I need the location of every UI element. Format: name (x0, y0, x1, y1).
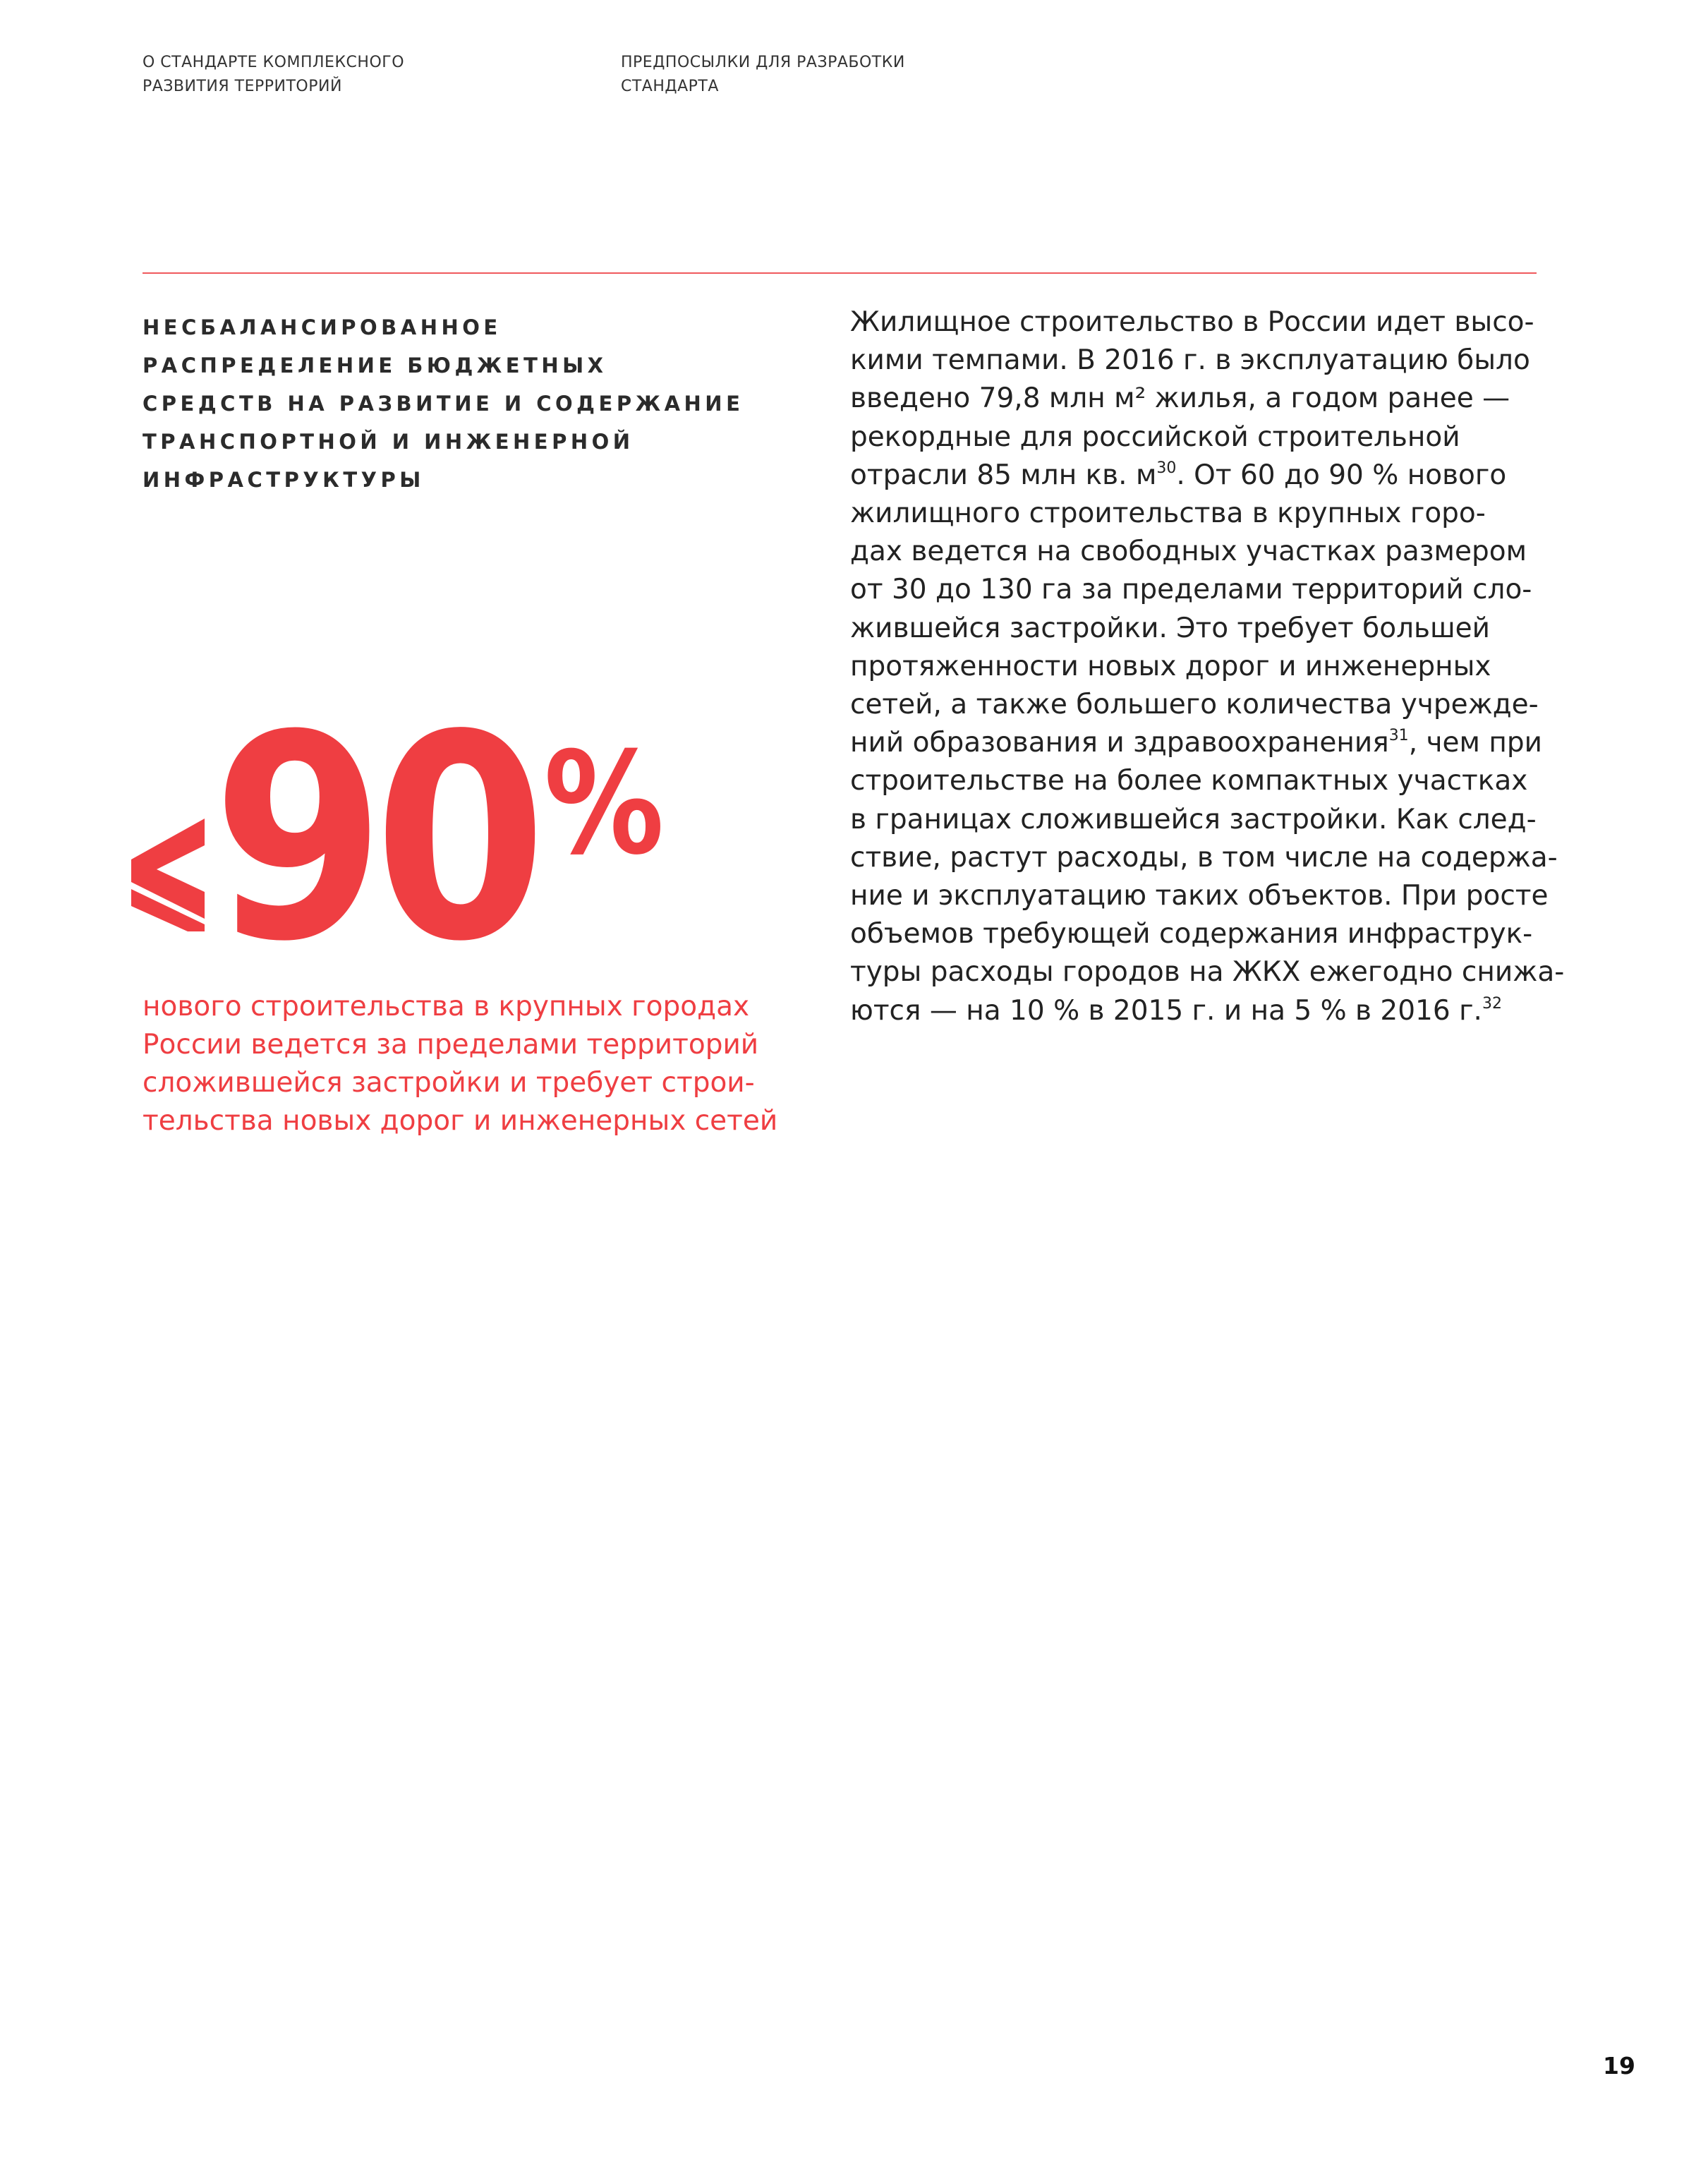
body-line: кими темпами. В 2016 г. в эксплуатацию было (850, 344, 1530, 377)
body-line-text: . От 60 до 90 % нового (1176, 459, 1507, 491)
footnote-ref-31: 31 (1388, 727, 1409, 745)
body-line: протяженности новых дорог и инженерных (850, 650, 1491, 682)
body-line: сетей, а также большего количества учрежде- (850, 689, 1539, 721)
body-line-text: ний образования и здравоохранения (850, 727, 1389, 759)
stat-highlight (131, 675, 731, 1003)
stat-percent-sign: % (544, 722, 665, 886)
section-heading-line-4: ТРАНСПОРТНОЙ И ИНЖЕНЕРНОЙ (143, 430, 634, 454)
body-line: ние и эксплуатацию таких объектов. При росте (850, 880, 1549, 912)
body-line: туры расходы городов на ЖКХ ежегодно снижа- (850, 956, 1565, 989)
running-header-left-line-1: О СТАНДАРТЕ КОМПЛЕКСНОГО (143, 54, 405, 71)
body-line: от 30 до 130 га за пределами территорий сло- (850, 574, 1532, 606)
running-header-left (143, 51, 538, 99)
body-line: ствие, растут расходы, в том числе на содержа- (850, 841, 1558, 874)
body-line-text: , чем при (1408, 727, 1542, 759)
section-divider (143, 272, 1537, 274)
body-line: в границах сложившейся застройки. Как след- (850, 803, 1537, 835)
running-header-right (621, 51, 1016, 99)
stat-number: 90 (212, 675, 536, 1003)
page-number: 19 (1603, 2052, 1635, 2080)
stat-caption-line-4: тельства новых дорог и инженерных сетей (143, 1105, 778, 1137)
body-paragraph (850, 303, 1565, 1030)
running-header-right-line-1: ПРЕДПОСЫЛКИ ДЛЯ РАЗРАБОТКИ (621, 54, 905, 71)
section-heading-line-5: ИНФРАСТРУКТУРЫ (143, 468, 425, 492)
footnote-ref-30: 30 (1156, 459, 1177, 477)
body-line (850, 457, 1556, 495)
running-header-left-line-2: РАЗВИТИЯ ТЕРРИТОРИЙ (143, 78, 342, 95)
less-or-equal-chevron-icon (131, 819, 209, 931)
section-heading-line-1: НЕСБАЛАНСИРОВАННОЕ (143, 315, 502, 339)
body-line: дах ведется на свободных участках размером (850, 536, 1527, 568)
running-header-right-line-2: СТАНДАРТА (621, 78, 719, 95)
body-line: объемов требующей содержания инфраструк- (850, 918, 1533, 950)
body-line: рекордные для российской строительной (850, 421, 1460, 453)
body-line: жившейся застройки. Это требует большей (850, 612, 1491, 644)
section-heading (143, 308, 749, 499)
body-line: Жилищное строительство в России идет высо- (850, 306, 1534, 338)
stat-caption-line-3: сложившейся застройки и требует строи- (143, 1067, 755, 1099)
stat-caption-line-2: России ведется за пределами территорий (143, 1029, 759, 1061)
body-line: жилищного строительства в крупных горо- (850, 497, 1486, 530)
footnote-ref-32: 32 (1482, 994, 1502, 1013)
body-line (850, 992, 1556, 1030)
body-line: введено 79,8 млн м² жилья, а годом ранее — (850, 382, 1510, 415)
body-line-text: отрасли 85 млн кв. м (850, 459, 1157, 491)
stat-caption (143, 988, 778, 1140)
body-line-text: ются — на 10 % в 2015 г. и на 5 % в 2016 г. (850, 994, 1482, 1027)
body-line (850, 724, 1556, 762)
section-heading-line-2: РАСПРЕДЕЛЕНИЕ БЮДЖЕТНЫХ (143, 354, 607, 378)
body-line: строительстве на более компактных участках (850, 765, 1528, 797)
stat-caption-line-1: нового строительства в крупных городах (143, 991, 750, 1022)
section-heading-line-3: СРЕДСТВ НА РАЗВИТИЕ И СОДЕРЖАНИЕ (143, 392, 744, 416)
